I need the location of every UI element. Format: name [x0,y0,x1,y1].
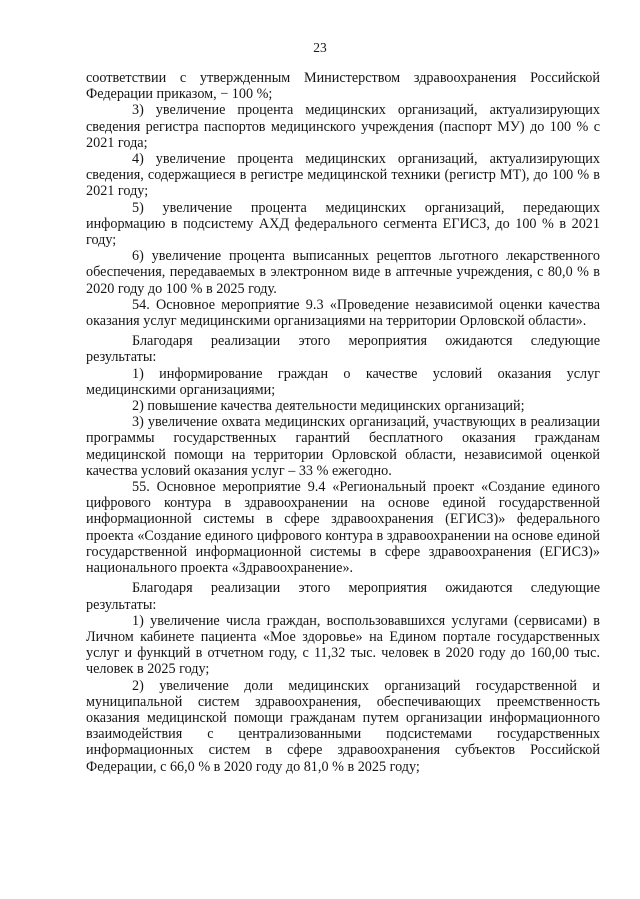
document-body [86,70,600,775]
section-heading-55: 55. Основное мероприятие 9.4 «Региональный проект «Создание единого цифрового контура в здравоохранении на основе единой государственной информационной системы в сфере здравоохранения (ЕГИСЗ)» федерального проекта «Создание единого цифрового контура в здравоохранении на основе единой государственной информационной системы в сфере здравоохранения (ЕГИСЗ)» национального проекта «Здравоохранение». [86,479,600,577]
paragraph: Благодаря реализации этого мероприятия ожидаются следующие результаты: [86,580,600,613]
list-item: 3) увеличение охвата медицинских организаций, участвующих в реализации программы государственных гарантий бесплатного оказания гражданам медицинской помощи на территории Орловской области, независимой оценкой качества условий оказания услуг – 33 % ежегодно. [86,414,600,479]
list-item: 2) увеличение доли медицинских организаций государственной и муниципальной систем здравоохранения, обеспечивающих преемственность оказания медицинской помощи гражданам путем организации информационного взаимодействия с централизованными подсистемами государственных информационных систем в сфере здравоохранения субъектов Российской Федерации, с 66,0 % в 2020 году до 81,0 % в 2025 году; [86,677,600,775]
list-item: 1) увеличение числа граждан, воспользовавшихся услугами (сервисами) в Личном кабинете пациента «Мое здоровье» на Едином портале государственных услуг и функций в отчетном году, с 11,32 тыс. человек в 2020 году до 160,00 тыс. человек в 2025 году; [86,612,600,678]
paragraph: Благодаря реализации этого мероприятия ожидаются следующие результаты: [86,333,600,366]
list-item: 6) увеличение процента выписанных рецептов льготного лекарственного обеспечения, передаваемых в электронном виде в аптечные учреждения, с 80,0 % в 2020 году до 100 % в 2025 году. [86,248,600,297]
paragraph: соответствии с утвержденным Министерством здравоохранения Российской Федерации приказом, − 100 %; [86,70,600,103]
list-item: 5) увеличение процента медицинских организаций, передающих информацию в подсистему АХД федерального сегмента ЕГИСЗ, до 100 % в 2021 году; [86,199,600,249]
list-item: 3) увеличение процента медицинских организаций, актуализирующих сведения регистра паспортов медицинского учреждения (паспорт МУ) до 100 % с 2021 года; [86,102,600,151]
list-item: 1) информирование граждан о качестве условий оказания услуг медицинскими организациями; [86,365,600,398]
section-heading-54: 54. Основное мероприятие 9.3 «Проведение независимой оценки качества оказания услуг медицинскими организациями на территории Орловской области». [86,296,600,330]
list-item: 4) увеличение процента медицинских организаций, актуализирующих сведения, содержащиеся в регистре медицинской техники (регистр МТ), до 100 % в 2021 году; [86,151,600,200]
list-item: 2) повышение качества деятельности медицинских организаций; [132,398,525,415]
page-number: 23 [313,40,327,55]
